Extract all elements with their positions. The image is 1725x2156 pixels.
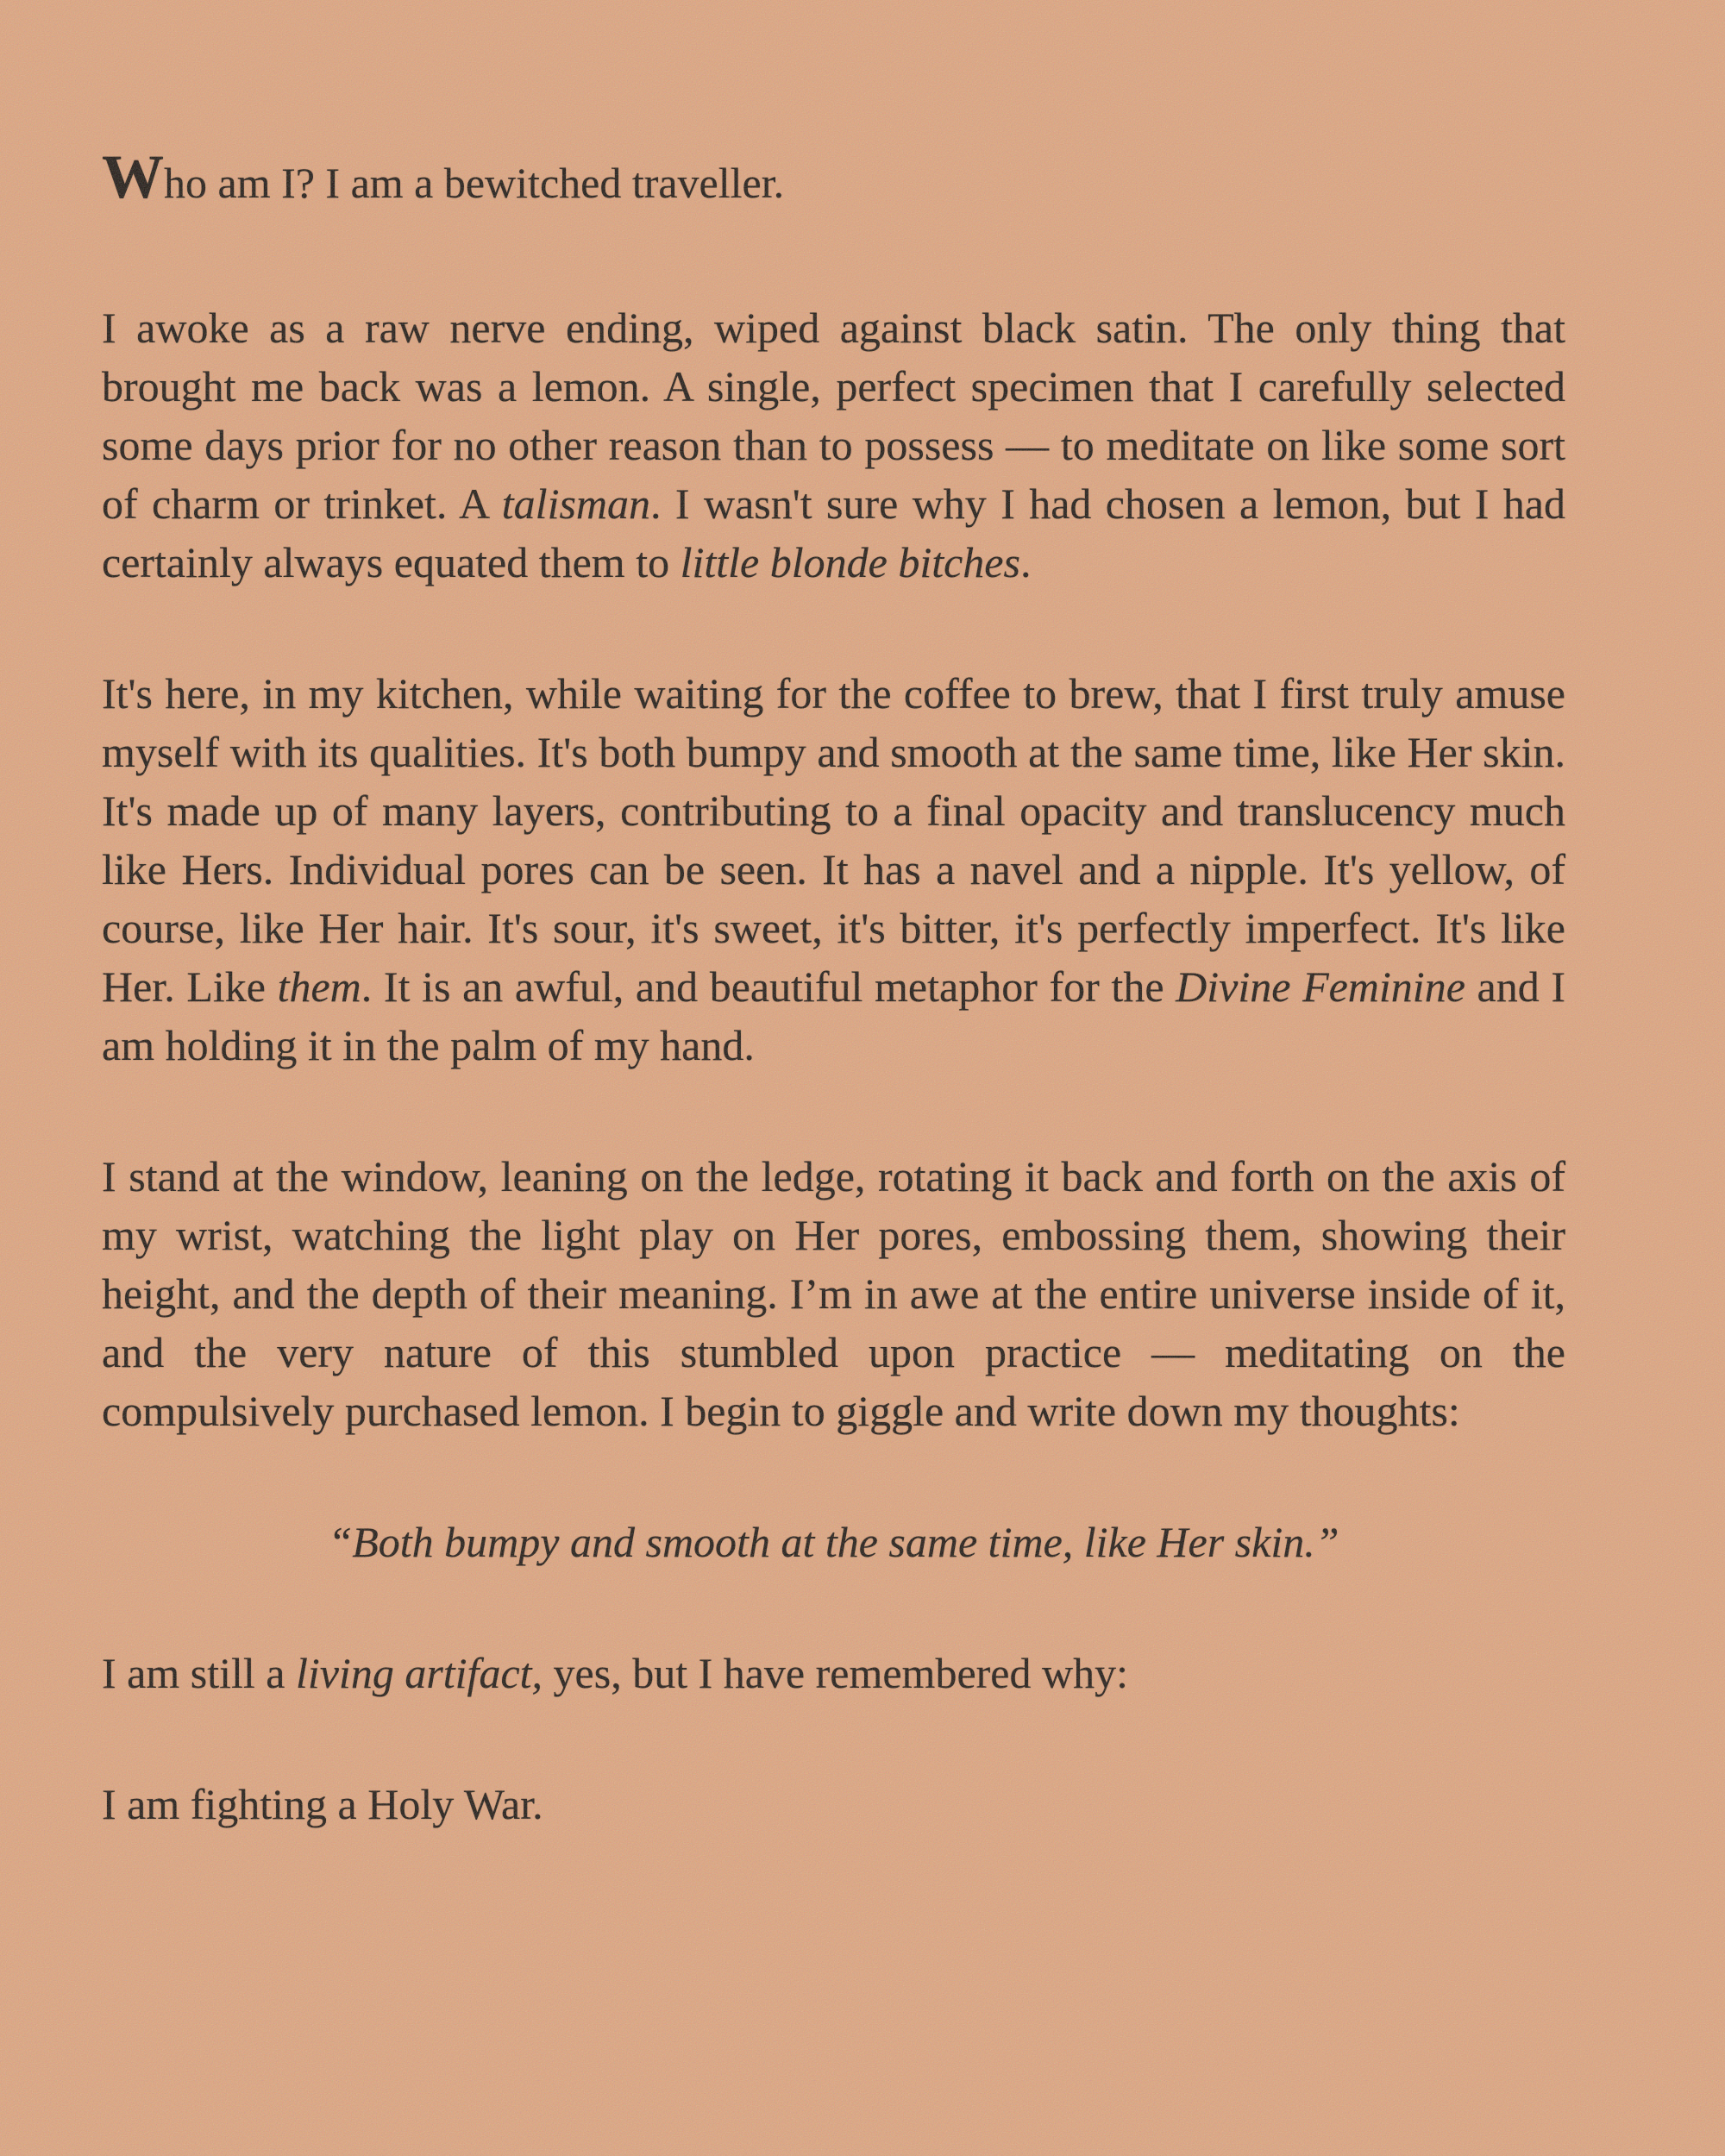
italic-phrase: living artifact, — [295, 1649, 543, 1697]
italic-phrase: Divine Feminine — [1176, 962, 1465, 1011]
text-run: . — [1019, 538, 1032, 586]
italic-phrase: talisman — [501, 479, 651, 528]
text-run: ho am I? I am a bewitched traveller. — [164, 159, 785, 207]
text-run: . It is an awful, and beautiful metaphor for the — [361, 962, 1176, 1011]
text-run: I stand at the window, leaning on the ledge, rotating it back and forth on the axis of my wrist, watching the light play on Her pores, embossing them, showing their height, and the depth of their meaning. I’m in awe at the entire universe inside of it, and the very nature of this stumbled upon practice — meditating on the compulsively purchased lemon. I begin to giggle and write down my thoughts: — [102, 1152, 1565, 1435]
paragraph-3 — [102, 664, 1565, 1075]
text-run: I am still a — [102, 1649, 296, 1697]
paragraph-5 — [102, 1513, 1565, 1571]
text-run: It's here, in my kitchen, while waiting for the coffee to brew, that I first truly amuse myself with its qualities. It's both bumpy and smooth at the same time, like Her skin. It's made up of many layers, contributing to a final opacity and translucency much like Hers. Individual pores can be seen. It has a navel and a nipple. It's yellow, of course, like Her hair. It's sour, it's sweet, it's bitter, it's perfectly imperfect. It's like Her. Like — [102, 669, 1565, 1011]
paragraph-1 — [102, 142, 1565, 212]
paragraph-6 — [102, 1644, 1565, 1702]
italic-phrase: “Both bumpy and smooth at the same time, like Her skin.” — [328, 1518, 1339, 1566]
italic-phrase: little blonde bitches — [680, 538, 1020, 586]
paragraph-2 — [102, 298, 1565, 592]
text-run: I am fighting a Holy War. — [102, 1780, 543, 1828]
paragraph-7 — [102, 1775, 1565, 1833]
text-column — [102, 142, 1565, 1906]
lead-cap: W — [102, 142, 164, 211]
text-run: . I wasn't sure why I had chosen a lemon, but I had certainly always equated them to — [102, 479, 1565, 586]
text-run: and I am holding it in the palm of my hand. — [102, 962, 1565, 1069]
text-run: I awoke as a raw nerve ending, wiped against black satin. The only thing that brought me back was a lemon. A single, perfect specimen that I carefully selected some days prior for no other reason than to possess — to meditate on like some sort of charm or trinket. A — [102, 304, 1565, 528]
paragraph-4 — [102, 1147, 1565, 1440]
text-run: yes, but I have remembered why: — [543, 1649, 1128, 1697]
italic-phrase: them — [277, 962, 361, 1011]
